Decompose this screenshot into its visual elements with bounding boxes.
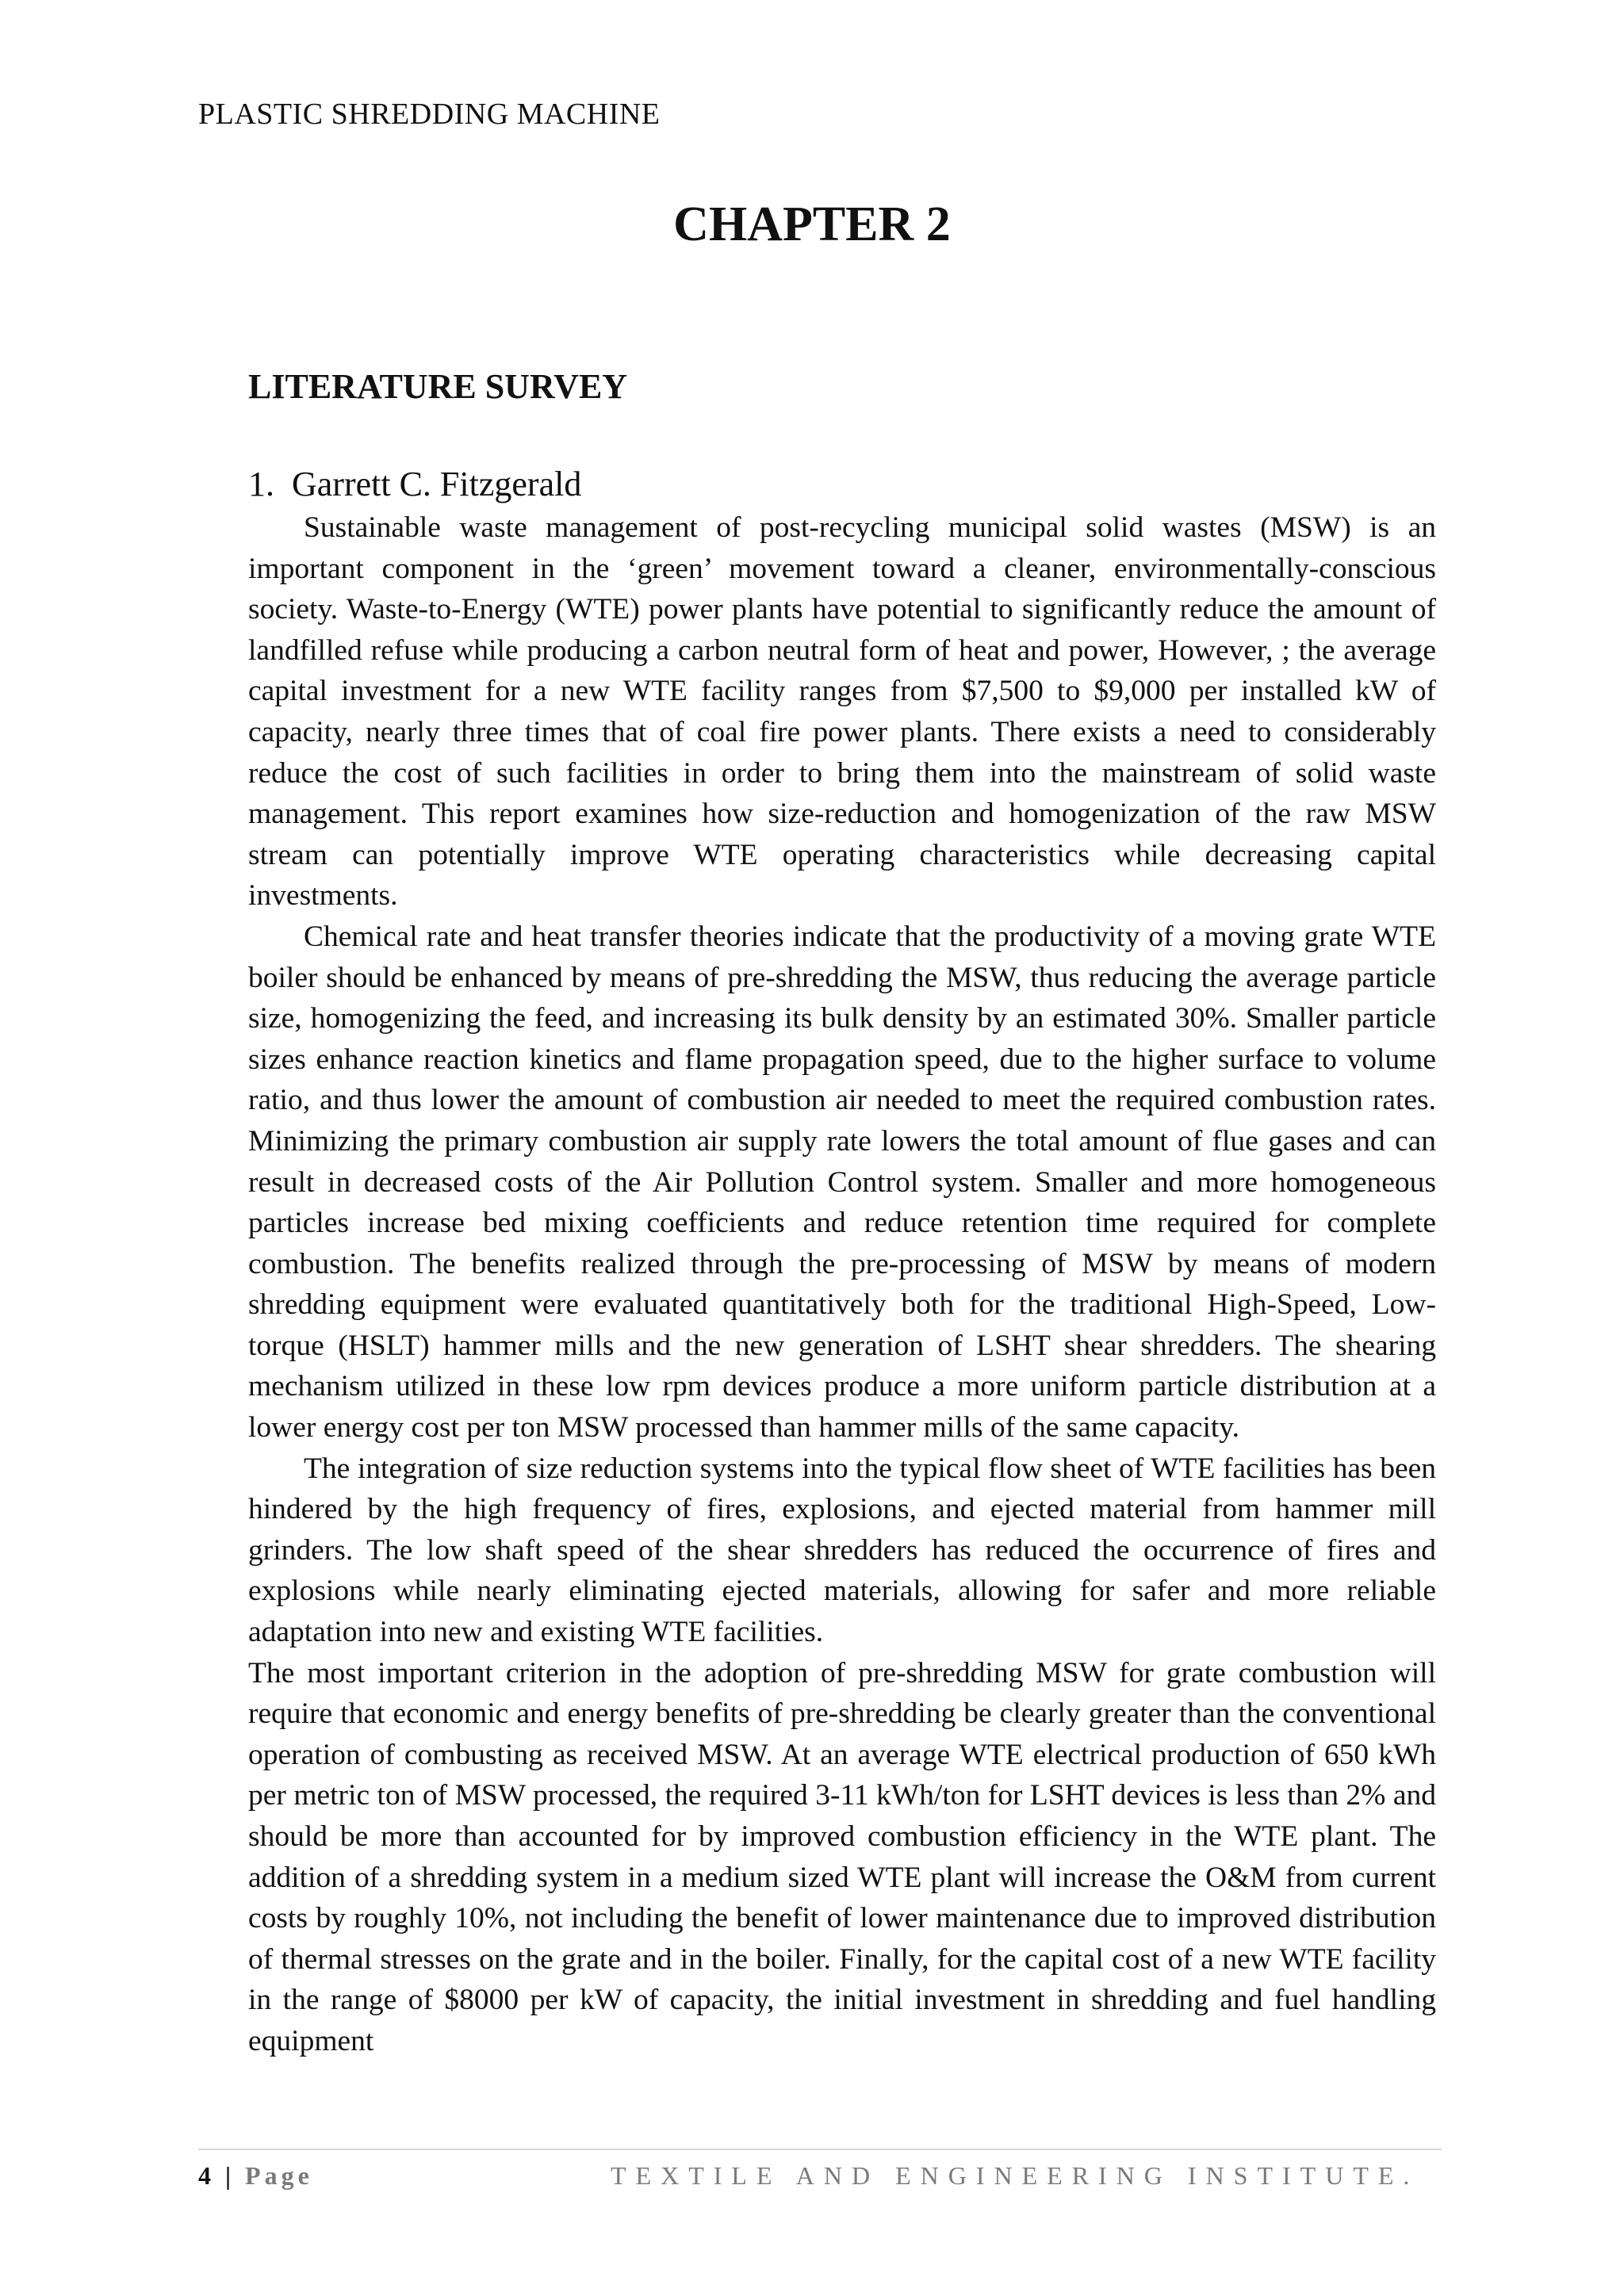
paragraph-4: The most important criterion in the adoption of pre-shredding MSW for grate combustion will require that economic and energy benefits of pre-shredding be clearly greater than the conventional operation of combusting as received MSW. At an average WTE electrical production of 650 kWh per metric ton of MSW processed, the required 3-11 kWh/ton for LSHT devices is less than 2% and should be more than accounted for by improved combustion efficiency in the WTE plant. The addition of a shredding system in a medium sized WTE plant will increase the O&M from current costs by roughly 10%, not including the benefit of lower maintenance due to improved distribution of thermal stresses on the grate and in the boiler. Finally, for the capital cost of a new WTE facility in the range of $8000 per kW of capacity, the initial investment in shredding and fuel handling equipment — [248, 1656, 1436, 2057]
paragraph-2: Chemical rate and heat transfer theories indicate that the productivity of a moving grate WTE boiler should be enhanced by means of pre-shredding the MSW, thus reducing the average particle size, homogenizing the feed, and increasing its bulk density by an estimated 30%. Smaller particle sizes enhance reaction kinetics and flame propagation speed, due to the higher surface to volume ratio, and thus lower the amount of combustion air needed to meet the required combustion rates. Minimizing the primary combustion air supply rate lowers the total amount of flue gases and can result in decreased costs of the Air Pollution Control system. Smaller and more homogeneous particles increase bed mixing coefficients and reduce retention time required for complete combustion. The benefits realized through the pre-processing of MSW by means of modern shredding equipment were evaluated quantitatively both for the traditional High-Speed, Low-torque (HSLT) hammer mills and the new generation of LSHT shear shredders. The shearing mechanism utilized in these low rpm devices produce a more uniform particle distribution at a lower energy cost per ton MSW processed than hammer mills of the same capacity. — [248, 920, 1436, 1445]
footer-institute-name: TEXTILE AND ENGINEERING INSTITUTE. — [611, 2161, 1419, 2190]
running-header: PLASTIC SHREDDING MACHINE — [198, 98, 661, 131]
footer-divider — [198, 2149, 1442, 2150]
paragraph-3: The integration of size reduction systems into the typical flow sheet of WTE facilities has been hindered by the high frequency of fires, explosions, and ejected material from hammer mill grinders. The low shaft speed of the shear shredders has reduced the occurrence of fires and explosions while nearly eliminating ejected materials, allowing for safer and more reliable adaptation into new and existing WTE facilities. — [248, 1452, 1436, 1649]
chapter-title: CHAPTER 2 — [673, 197, 951, 251]
paragraph-1: Sustainable waste management of post-recycling municipal solid wastes (MSW) is an important component in the ‘green’ movement toward a cleaner, environmentally-conscious society. Waste-to-Energy (WTE) power plants have potential to significantly reduce the amount of landfilled refuse while producing a carbon neutral form of heat and power, However, ; the average capital investment for a new WTE facility ranges from $7,500 to $9,000 per installed kW of capacity, nearly three times that of coal fire power plants. There exists a need to considerably reduce the cost of such facilities in order to bring them into the mainstream of solid waste management. This report examines how size-reduction and homogenization of the raw MSW stream can potentially improve WTE operating characteristics while decreasing capital investments. — [248, 511, 1436, 913]
literature-item-heading: 1. Garrett C. Fitzgerald — [248, 465, 582, 503]
section-heading: LITERATURE SURVEY — [248, 367, 628, 406]
page-separator: | — [215, 2161, 246, 2190]
footer-page-number — [198, 2161, 313, 2191]
page-label: Page — [245, 2161, 313, 2190]
body-text — [248, 507, 1436, 2062]
page-number: 4 — [198, 2161, 215, 2190]
